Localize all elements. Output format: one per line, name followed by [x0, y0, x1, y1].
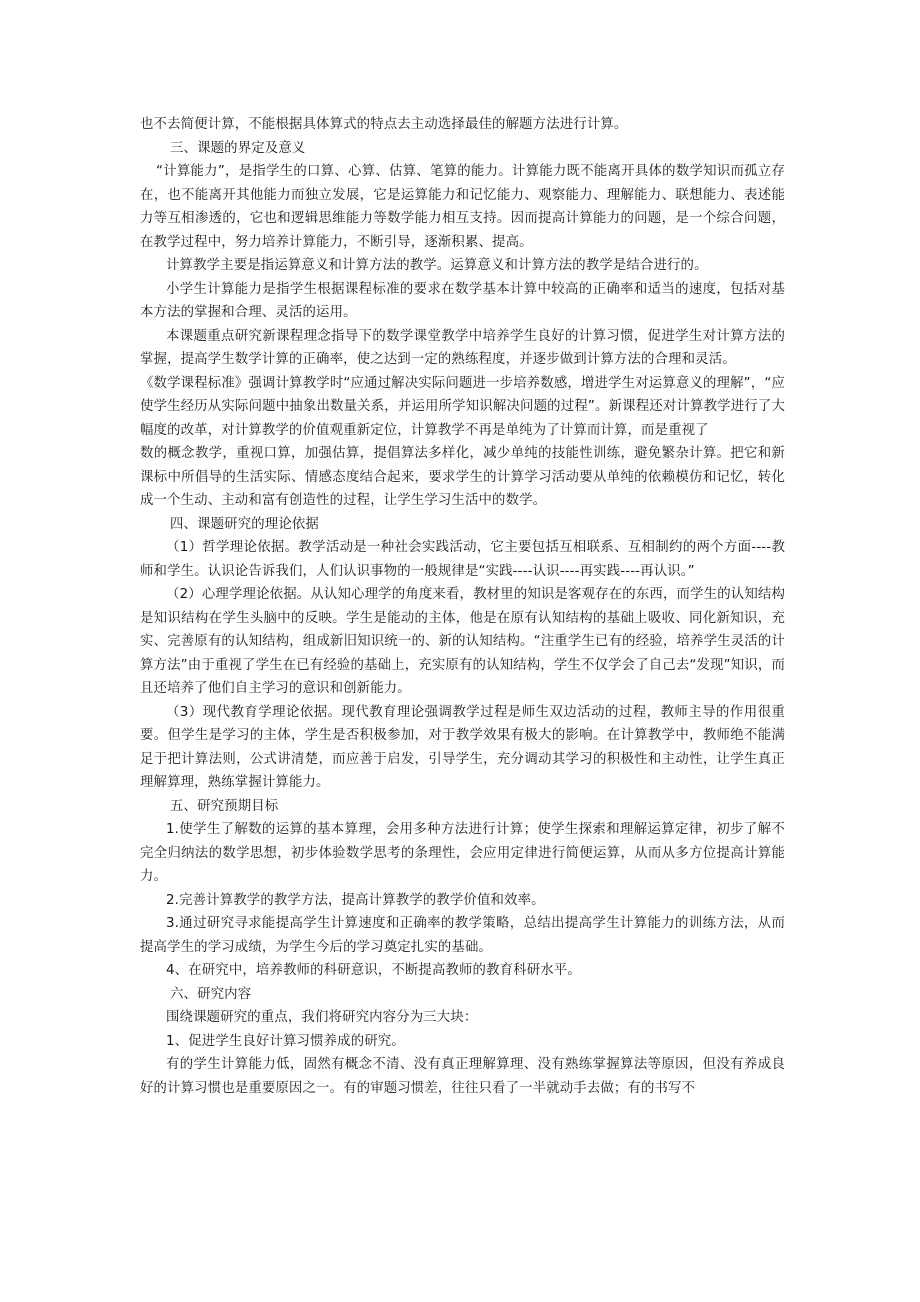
paragraph-psychology-basis: （2）心理学理论依据。从认知心理学的角度来看，教材里的知识是客观存在的东西，而学生的认知结构是知识结构在学生头脑中的反映。学生是能动的主体，他是在原有认知结构的基础上吸收、同化新知识，充实、完善原有的认知结构，组成新旧知识统一的、新的认知结构。“注重学生已有的经验，培养学生灵活的计算方法”由于重视了学生在已有经验的基础上，充实原有的认知结构，学生不仅学会了自己去“发现”知识，而且还培养了他们自主学习的意识和创新能力。	[140, 587, 785, 696]
paragraph-intro-end: 也不去简便计算，不能根据具体算式的特点去主动选择最佳的解题方法进行计算。	[140, 117, 628, 132]
paragraph-philosophy-basis: （1）哲学理论依据。教学活动是一种社会实践活动，它主要包括互相联系、互相制约的两个方面----教师和学生。认识论告诉我们，人们认识事物的一般规律是“实践----认识----再实践----再认识。”	[140, 540, 785, 579]
paragraph-research-focus: 本课题重点研究新课程理念指导下的数学课堂教学中培养学生良好的计算习惯，促进学生对计算方法的掌握，提高学生数学计算的正确率，使之达到一定的熟练程度，并逐步做到计算方法的合理和灵活。	[140, 328, 785, 367]
section-heading-6: 六、研究内容	[170, 986, 252, 1002]
paragraph-computing-ability: “计算能力”，是指学生的口算、心算、估算、笔算的能力。计算能力既不能离开具体的数学知识而孤立存在，也不能离开其他能力而独立发展，它是运算能力和记忆能力、观察能力、理解能力、联想能力、表述能力等互相渗透的，它也和逻辑思维能力等数学能力相互支持。因而提高计算能力的问题，是一个综合问题，在教学过程中，努力培养计算能力，不断引导，逐渐积累、提高。	[140, 164, 785, 250]
content-item-1-heading: 1、促进学生良好计算习惯养成的研究。	[166, 1033, 405, 1049]
paragraph-concept-teaching: 数的概念教学，重视口算，加强估算，提倡算法多样化，减少单纯的技能性训练，避免繁杂计算。把它和新课标中所倡导的生活实际、情感态度结合起来，要求学生的计算学习活动要从单纯的依赖模仿和记忆，转化成一个生动、主动和富有创造性的过程，让学生学习生活中的数学。	[140, 446, 785, 508]
paragraph-student-ability: 小学生计算能力是指学生根据课程标准的要求在数学基本计算中较高的正确率和适当的速度，包括对基本方法的掌握和合理、灵活的运用。	[140, 281, 785, 320]
paragraph-calc-habits: 有的学生计算能力低，固然有概念不清、没有真正理解算理、没有熟练掌握算法等原因，但没有养成良好的计算习惯也是重要原因之一。有的审题习惯差，往往只看了一半就动手去做；有的书写不	[140, 1057, 785, 1096]
paragraph-pedagogy-basis: （3）现代教育学理论依据。现代教育理论强调教学过程是师生双边活动的过程，教师主导的作用很重要。但学生是学习的主体，学生是否积极参加，对于教学效果有极大的影响。在计算教学中，教师绝不能满足于把计算法则，公式讲清楚，而应善于启发，引导学生，充分调动其学习的积极性和主动性，让学生真正理解算理，熟练掌握计算能力。	[140, 704, 785, 790]
goal-item-2: 2.完善计算教学的教学方法，提高计算教学的教学价值和效率。	[166, 892, 545, 908]
goal-item-3: 3.通过研究寻求能提高学生计算速度和正确率的教学策略，总结出提高学生计算能力的训练方法，从而提高学生的学习成绩，为学生今后的学习奠定扎实的基础。	[140, 916, 785, 955]
section-heading-5: 五、研究预期目标	[170, 798, 279, 814]
paragraph-content-overview: 围绕课题研究的重点，我们将研究内容分为三大块：	[166, 1010, 478, 1025]
section-heading-3: 三、课题的界定及意义	[170, 140, 306, 156]
section-heading-4: 四、课题研究的理论依据	[170, 516, 319, 532]
goal-item-4: 4、在研究中，培养教师的科研意识，不断提高教师的教育科研水平。	[166, 963, 581, 978]
document-body	[140, 113, 785, 1100]
goal-item-1: 1.使学生了解数的运算的基本算理，会用多种方法进行计算；使学生探索和理解运算定律，初步了解不完全归纳法的数学思想，初步体验数学思考的条理性，会应用定律进行简便运算，从而从多方位提高计算能力。	[140, 822, 785, 884]
paragraph-teaching-meaning: 计算教学主要是指运算意义和计算方法的教学。运算意义和计算方法的教学是结合进行的。	[166, 258, 708, 273]
paragraph-curriculum-standard: 《数学课程标准》强调计算教学时“应通过解决实际问题进一步培养数感，增进学生对运算意义的理解”，“应使学生经历从实际问题中抽象出数量关系，并运用所学知识解决问题的过程”。新课程还对计算教学进行了大幅度的改革，对计算教学的价值观重新定位，计算教学不再是单纯为了计算而计算，而是重视了	[140, 375, 785, 438]
